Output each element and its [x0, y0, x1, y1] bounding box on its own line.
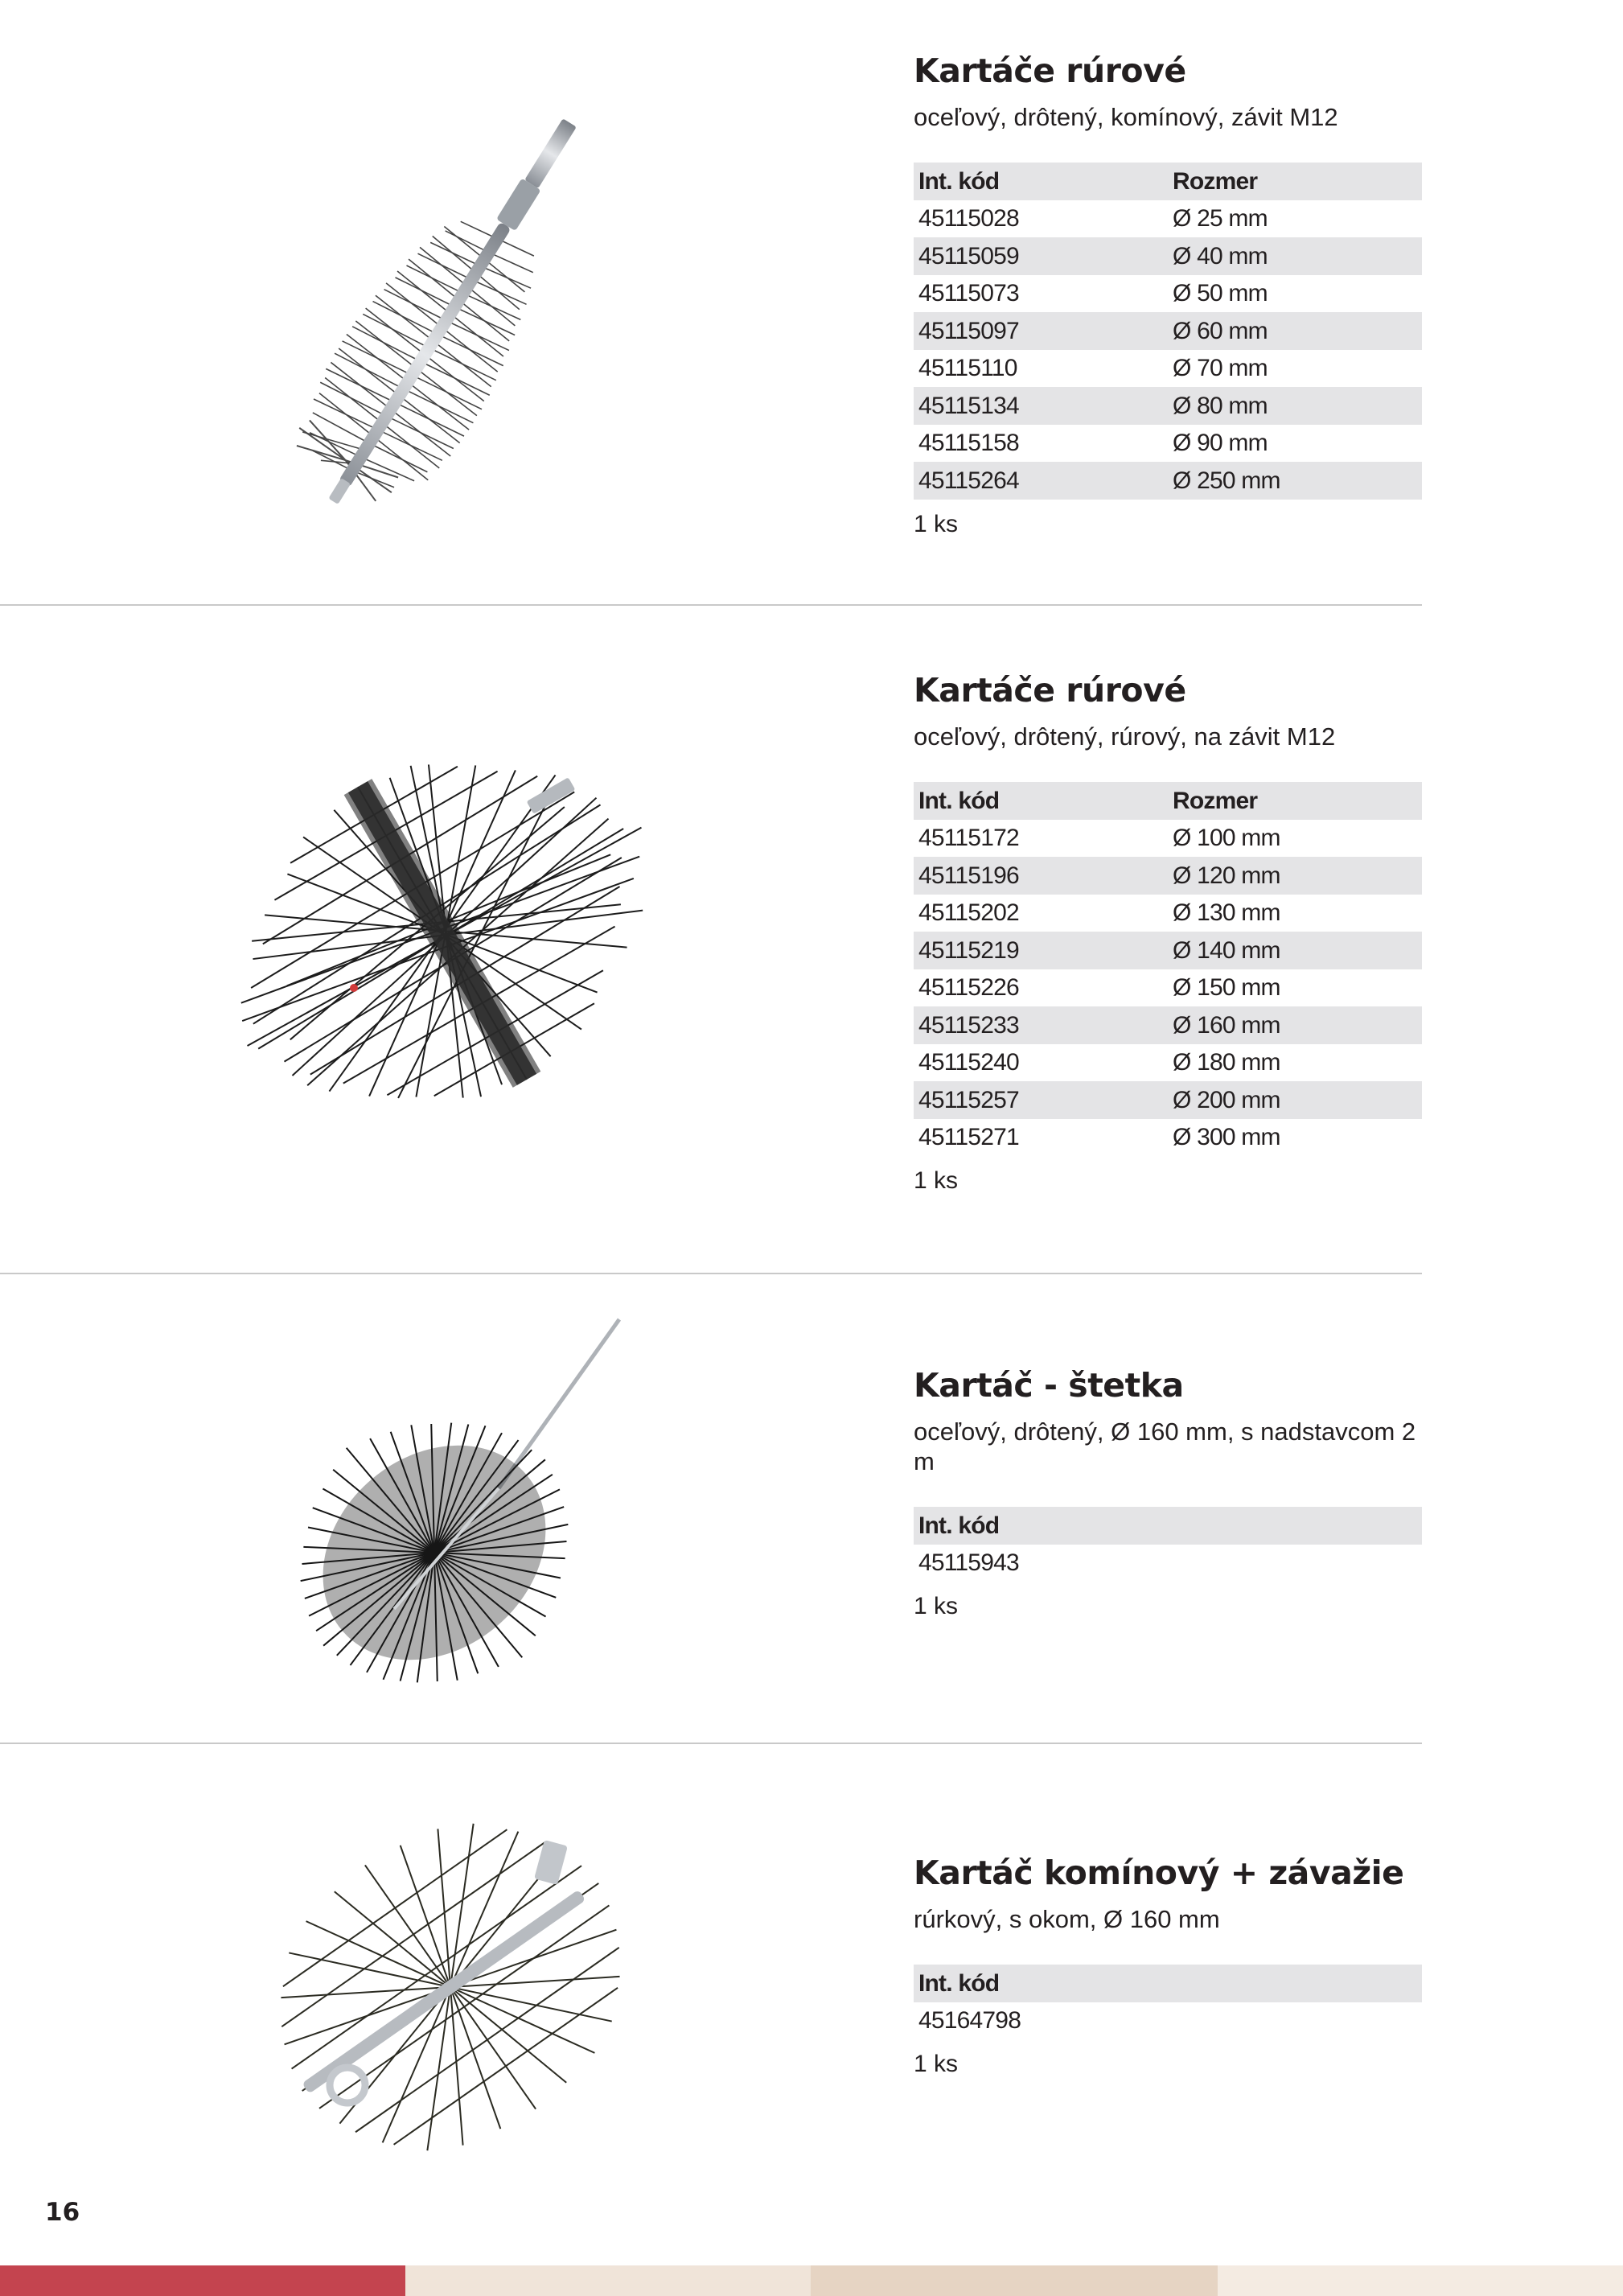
cell-code: 45115226	[918, 974, 1019, 1002]
quantity-unit: 1 ks	[914, 1167, 959, 1195]
product-title: Kartáč komínový + závažie	[914, 1854, 1404, 1892]
table-row	[914, 1545, 1422, 1582]
table-header-row	[914, 782, 1422, 820]
header-rozmer: Rozmer	[1173, 167, 1258, 195]
table-row	[914, 1081, 1422, 1119]
table-row	[914, 820, 1422, 858]
cell-size: Ø 250 mm	[1173, 467, 1280, 494]
cell-size: Ø 150 mm	[1173, 974, 1280, 1002]
table-row	[914, 2002, 1422, 2040]
product-info-4	[914, 1855, 1422, 2078]
cell-size: Ø 130 mm	[1173, 899, 1280, 927]
footer-segment-tan	[811, 2265, 1218, 2296]
cell-size: Ø 120 mm	[1173, 862, 1280, 889]
spec-table	[914, 782, 1422, 1156]
table-row	[914, 275, 1422, 313]
cell-size: Ø 50 mm	[1173, 280, 1268, 307]
cell-size: Ø 100 mm	[1173, 825, 1280, 852]
table-row	[914, 1044, 1422, 1082]
cell-code: 45115059	[918, 242, 1019, 270]
spec-table	[914, 1507, 1422, 1582]
cell-code: 45115943	[918, 1549, 1019, 1577]
spec-table	[914, 163, 1422, 500]
cell-code: 45115097	[918, 317, 1019, 344]
table-row	[914, 200, 1422, 238]
table-row	[914, 932, 1422, 969]
product-subtitle: oceľový, drôtený, komínový, závit M12	[914, 103, 1338, 132]
cell-code: 45164798	[918, 2007, 1021, 2035]
product-title: Kartáče rúrové	[914, 51, 1186, 90]
product-info-2	[914, 673, 1422, 1195]
page-number: 16	[45, 2198, 80, 2227]
cell-code: 45115028	[918, 205, 1019, 232]
table-row	[914, 895, 1422, 932]
product-info-3	[914, 1368, 1422, 1620]
quantity-unit: 1 ks	[914, 1593, 959, 1620]
quantity-unit: 1 ks	[914, 2051, 959, 2078]
cell-size: Ø 80 mm	[1173, 392, 1268, 419]
cell-code: 45115158	[918, 430, 1019, 457]
product-subtitle: oceľový, drôtený, Ø 160 mm, s nadstavcom 2 m	[914, 1418, 1416, 1476]
cell-code: 45115240	[918, 1049, 1019, 1076]
cell-code: 45115196	[918, 862, 1019, 889]
header-int-kod: Int. kód	[918, 1512, 1000, 1539]
product-subtitle: oceľový, drôtený, rúrový, na závit M12	[914, 722, 1336, 751]
cell-size: Ø 70 mm	[1173, 355, 1268, 382]
cell-code: 45115219	[918, 936, 1019, 964]
footer-segment-cream	[1218, 2265, 1623, 2296]
cell-code: 45115073	[918, 280, 1019, 307]
cell-code: 45115257	[918, 1086, 1019, 1113]
footer-segment-beige	[405, 2265, 811, 2296]
table-row	[914, 857, 1422, 895]
table-row	[914, 462, 1422, 500]
cell-size: Ø 40 mm	[1173, 242, 1268, 270]
cell-size: Ø 200 mm	[1173, 1086, 1280, 1113]
table-header-row	[914, 1507, 1422, 1545]
table-row	[914, 350, 1422, 388]
footer-color-bar	[0, 2265, 1623, 2296]
table-row	[914, 1119, 1422, 1157]
cell-code: 45115134	[918, 392, 1019, 419]
spec-table	[914, 1965, 1422, 2039]
brush-with-extension-image	[257, 1311, 643, 1714]
pipe-brush-image	[233, 80, 700, 563]
cell-size: Ø 60 mm	[1173, 317, 1268, 344]
table-header-row	[914, 1965, 1422, 2002]
product-title: Kartáče rúrové	[914, 671, 1186, 710]
section-divider	[0, 1273, 1422, 1274]
quantity-unit: 1 ks	[914, 510, 959, 537]
cell-size: Ø 90 mm	[1173, 430, 1268, 457]
cell-code: 45115233	[918, 1011, 1019, 1039]
cell-size: Ø 180 mm	[1173, 1049, 1280, 1076]
header-rozmer: Rozmer	[1173, 787, 1258, 814]
cell-code: 45115172	[918, 825, 1019, 852]
cell-size: Ø 160 mm	[1173, 1011, 1280, 1039]
section-divider	[0, 604, 1422, 606]
table-row	[914, 387, 1422, 425]
cell-code: 45115110	[918, 355, 1017, 382]
table-row	[914, 969, 1422, 1007]
product-title: Kartáč - štetka	[914, 1366, 1184, 1405]
cell-size: Ø 140 mm	[1173, 936, 1280, 964]
cell-code: 45115202	[918, 899, 1019, 927]
header-int-kod: Int. kód	[918, 787, 1000, 814]
chimney-brush-weight-image	[241, 1802, 659, 2188]
header-int-kod: Int. kód	[918, 1969, 1000, 1997]
footer-segment-red	[0, 2265, 405, 2296]
cell-code: 45115271	[918, 1124, 1019, 1151]
product-subtitle: rúrkový, s okom, Ø 160 mm	[914, 1905, 1220, 1934]
table-row	[914, 312, 1422, 350]
product-info-1	[914, 53, 1422, 538]
table-row	[914, 1006, 1422, 1044]
table-row	[914, 425, 1422, 463]
cell-code: 45115264	[918, 467, 1019, 494]
header-int-kod: Int. kód	[918, 167, 1000, 195]
cell-size: Ø 300 mm	[1173, 1124, 1280, 1151]
round-chimney-brush-image	[185, 692, 700, 1175]
section-divider	[0, 1743, 1422, 1744]
table-row	[914, 237, 1422, 275]
table-header-row	[914, 163, 1422, 200]
cell-size: Ø 25 mm	[1173, 205, 1268, 232]
